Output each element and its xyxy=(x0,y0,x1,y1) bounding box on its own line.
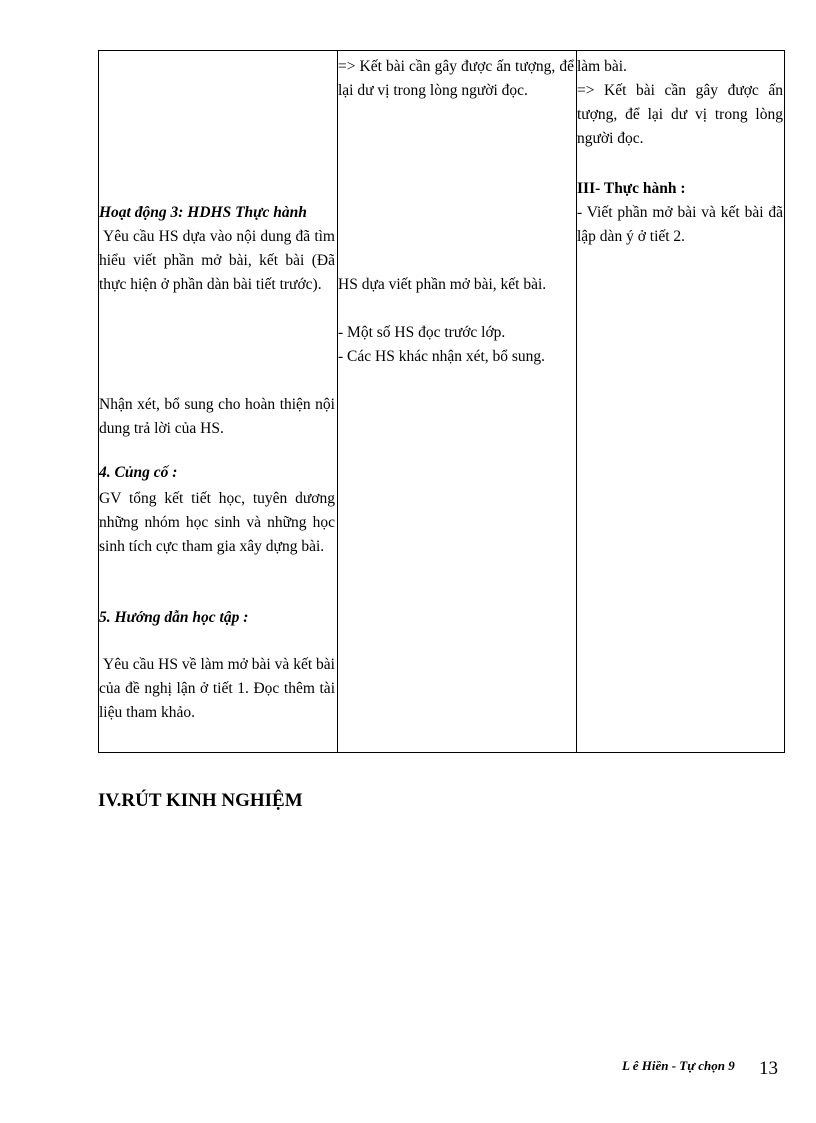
footer-author-course: L ê Hiền - Tự chọn 9 xyxy=(622,1058,735,1073)
consolidation-body: GV tổng kết tiết học, tuyên dương những nhóm học sinh và những học sinh tích cực tham gia xây dựng bài. xyxy=(99,490,335,555)
practice-line: HS dựa viết phần mở bài, kết bài. xyxy=(338,276,547,293)
content-column xyxy=(577,51,785,752)
experience-section-heading: IV.RÚT KINH NGHIỆM xyxy=(98,790,303,811)
homework-title: 5. Hướng dẫn học tập : xyxy=(99,609,249,626)
lesson-table xyxy=(98,50,785,753)
teacher-comment: Nhận xét, bổ sung cho hoàn thiện nội dung trả lời của HS. xyxy=(99,396,335,437)
practice-heading: III- Thực hành : xyxy=(577,180,686,197)
homework-body: Yêu cầu HS về làm mở bài và kết bài của đề nghị lận ở tiết 1. Đọc thêm tài liệu tham khảo. xyxy=(99,656,335,721)
continued-line: làm bài. xyxy=(577,58,627,75)
activity-3-title: Hoạt động 3: HDHS Thực hành xyxy=(99,204,307,221)
read-aloud-line: - Một số HS đọc trước lớp. xyxy=(338,324,506,341)
page-number: 13 xyxy=(759,1058,778,1079)
teacher-activity-column xyxy=(99,51,337,752)
activity-3-instructions: Yêu cầu HS dựa vào nội dung đã tìm hiểu viết phần mở bài, kết bài (Đã thực hiện ở phần dàn bài tiết trước). xyxy=(99,228,335,293)
peer-feedback-line: - Các HS khác nhận xét, bổ sung. xyxy=(338,348,546,365)
conclusion-note: => Kết bài cần gây được ấn tượng, để lại dư vị trong lòng người đọc. xyxy=(577,82,783,147)
practice-task: - Viết phần mở bài và kết bài đã lập dàn ý ở tiết 2. xyxy=(577,204,783,245)
student-activity-column xyxy=(338,51,576,752)
conclusion-note: => Kết bài cần gây được ấn tượng, để lại dư vị trong lòng người đọc. xyxy=(338,58,574,99)
consolidation-title: 4. Củng cố : xyxy=(99,464,178,481)
